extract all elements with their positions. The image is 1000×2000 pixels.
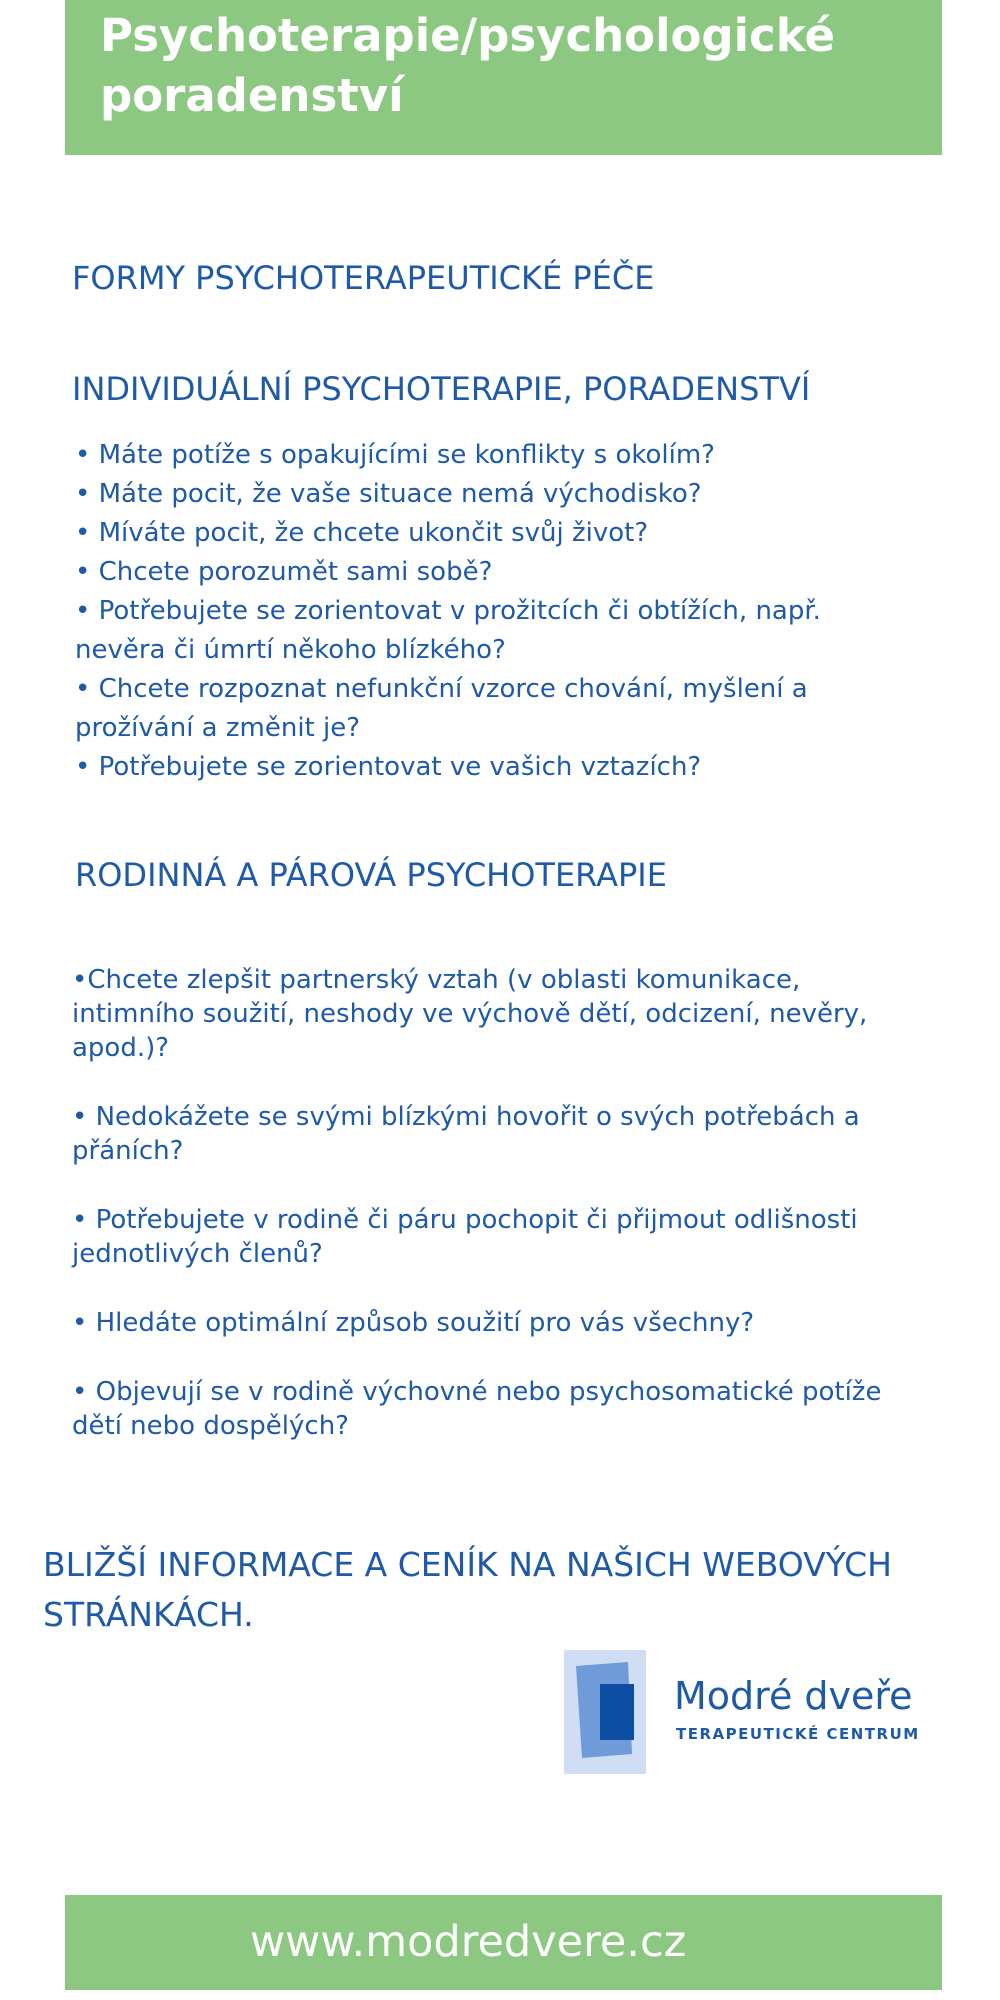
list-item: • Máte potíže s opakujícími se konflikty s okolím? [75,440,715,470]
footer-band [65,1895,942,1990]
list-item: • Objevují se v rodině výchovné nebo psychosomatické potíže dětí nebo dospělých? [72,1377,882,1441]
page-title: Psychoterapie/psychologické poradenství [100,9,835,122]
family-therapy-list [72,963,922,1478]
website-link[interactable]: www.modredvere.cz [250,1917,687,1967]
list-item: • Míváte pocit, že chcete ukončit svůj život? [75,518,649,548]
individual-therapy-list [75,436,895,787]
list-item: • Máte pocit, že vaše situace nemá východisko? [75,479,702,509]
list-item: • Potřebujete se zorientovat ve vašich vztazích? [75,752,702,782]
list-item: • Chcete porozumět sami sobě? [75,557,493,587]
info-note: BLIŽŠÍ INFORMACE A CENÍK NA NAŠICH WEBOVÝCH STRÁNKÁCH. [43,1545,892,1634]
header-band [65,0,942,155]
list-item: • Nedokážete se svými blízkými hovořit o svých potřebách a přáních? [72,1102,860,1166]
forms-heading: FORMY PSYCHOTERAPEUTICKÉ PÉČE [72,259,655,297]
list-item: • Chcete rozpoznat nefunkční vzorce chování, myšlení a prožívání a změnit je? [75,674,808,743]
door-icon [564,1650,646,1774]
logo-subtitle: TERAPEUTICKÉ CENTRUM [676,1725,920,1743]
list-item: • Hledáte optimální způsob soužití pro vás všechny? [72,1308,755,1338]
logo-name: Modré dveře [674,1674,913,1718]
list-item: • Potřebujete se zorientovat v prožitcích či obtížích, např. nevěra či úmrtí někoho blízkého? [75,596,821,665]
logo [564,1650,924,1774]
list-item: • Potřebujete v rodině či páru pochopit či přijmout odlišnosti jednotlivých členů? [72,1205,858,1269]
individual-therapy-heading: INDIVIDUÁLNÍ PSYCHOTERAPIE, PORADENSTVÍ [72,370,811,408]
list-item: •Chcete zlepšit partnerský vztah (v oblasti komunikace, intimního soužití, neshody ve výchově dětí, odcizení, nevěry, apod.)? [72,965,868,1063]
family-therapy-heading: RODINNÁ A PÁROVÁ PSYCHOTERAPIE [75,856,667,894]
